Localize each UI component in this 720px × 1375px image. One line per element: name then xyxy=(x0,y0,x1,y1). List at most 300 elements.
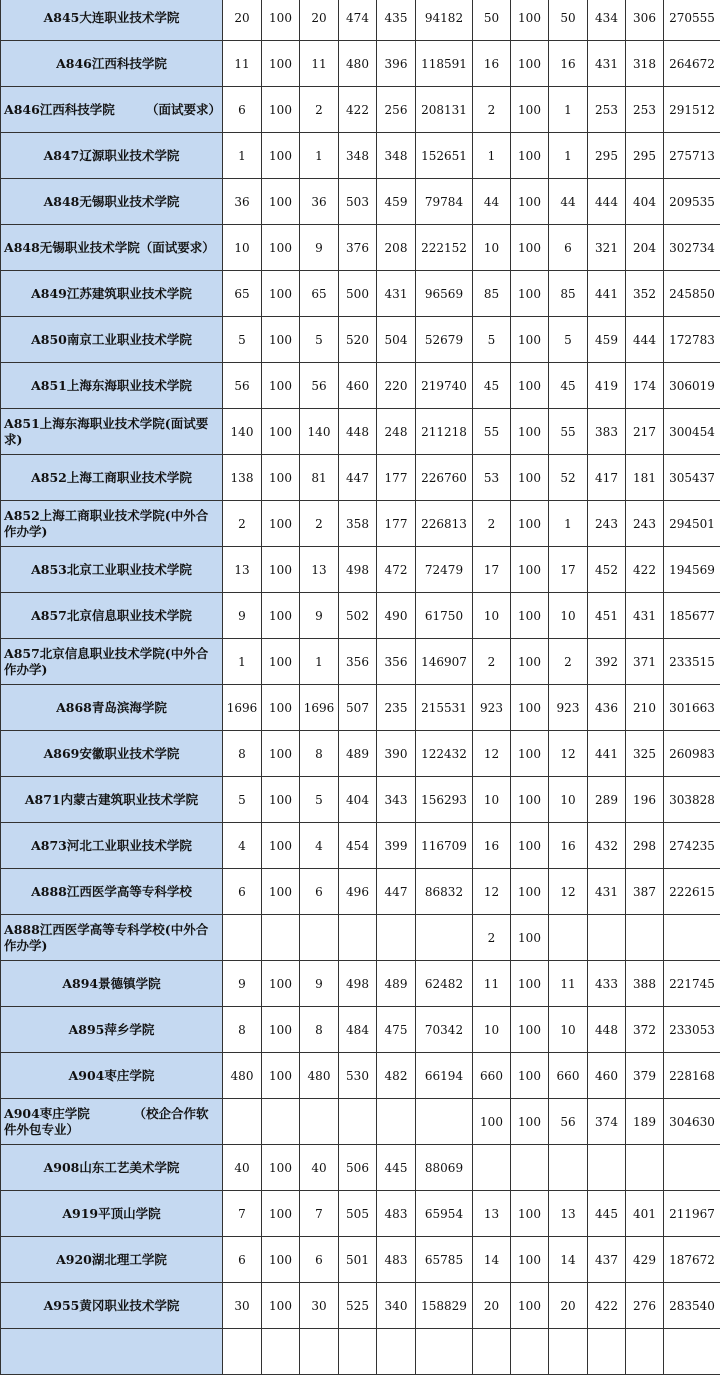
table-row xyxy=(1,823,720,869)
value-cell: 17 xyxy=(549,547,588,593)
value-cell xyxy=(416,1099,473,1145)
value-cell: 498 xyxy=(339,547,377,593)
value-cell: 5 xyxy=(223,777,262,823)
value-cell: 221745 xyxy=(664,961,720,1007)
value-cell: 9 xyxy=(300,593,339,639)
value-cell: 447 xyxy=(339,455,377,501)
value-cell xyxy=(262,1099,300,1145)
value-cell xyxy=(664,915,720,961)
table-row xyxy=(1,0,720,41)
school-name-cell: A848无锡职业技术学院 xyxy=(1,179,223,225)
school-name-cell: A849江苏建筑职业技术学院 xyxy=(1,271,223,317)
value-cell: 45 xyxy=(473,363,511,409)
value-cell: 12 xyxy=(549,869,588,915)
value-cell: 55 xyxy=(473,409,511,455)
school-name-cell: A919平顶山学院 xyxy=(1,1191,223,1237)
value-cell: 217 xyxy=(626,409,664,455)
value-cell: 253 xyxy=(626,87,664,133)
value-cell: 503 xyxy=(339,179,377,225)
value-cell: 100 xyxy=(262,1053,300,1099)
value-cell: 13 xyxy=(473,1191,511,1237)
value-cell: 17 xyxy=(473,547,511,593)
value-cell: 215531 xyxy=(416,685,473,731)
value-cell: 6 xyxy=(223,1237,262,1283)
value-cell: 530 xyxy=(339,1053,377,1099)
value-cell: 146907 xyxy=(416,639,473,685)
school-name-cell: A871内蒙古建筑职业技术学院 xyxy=(1,777,223,823)
value-cell: 432 xyxy=(588,823,626,869)
value-cell: 482 xyxy=(377,1053,416,1099)
value-cell: 94182 xyxy=(416,0,473,41)
value-cell: 9 xyxy=(223,593,262,639)
value-cell: 1 xyxy=(223,133,262,179)
school-name-cell: A846江西科技学院 xyxy=(1,41,223,87)
value-cell: 520 xyxy=(339,317,377,363)
value-cell xyxy=(377,915,416,961)
value-cell: 348 xyxy=(377,133,416,179)
value-cell: 100 xyxy=(511,1283,549,1329)
value-cell: 30 xyxy=(223,1283,262,1329)
value-cell: 100 xyxy=(511,1237,549,1283)
value-cell: 923 xyxy=(549,685,588,731)
school-name-cell: A873河北工业职业技术学院 xyxy=(1,823,223,869)
value-cell: 14 xyxy=(473,1237,511,1283)
value-cell: 305437 xyxy=(664,455,720,501)
value-cell: 100 xyxy=(511,0,549,41)
value-cell: 100 xyxy=(511,363,549,409)
value-cell: 321 xyxy=(588,225,626,271)
value-cell: 490 xyxy=(377,593,416,639)
value-cell: 56 xyxy=(549,1099,588,1145)
table-row xyxy=(1,455,720,501)
value-cell: 356 xyxy=(377,639,416,685)
value-cell: 376 xyxy=(339,225,377,271)
value-cell: 20 xyxy=(300,0,339,41)
value-cell: 100 xyxy=(262,961,300,1007)
value-cell: 45 xyxy=(549,363,588,409)
value-cell: 50 xyxy=(473,0,511,41)
value-cell: 356 xyxy=(339,639,377,685)
value-cell: 5 xyxy=(300,777,339,823)
value-cell: 16 xyxy=(549,823,588,869)
value-cell: 2 xyxy=(549,639,588,685)
value-cell xyxy=(339,1329,377,1375)
value-cell: 13 xyxy=(223,547,262,593)
value-cell: 6 xyxy=(549,225,588,271)
value-cell: 209535 xyxy=(664,179,720,225)
school-name-cell: A846江西科技学院 （面试要求） xyxy=(1,87,223,133)
value-cell xyxy=(664,1145,720,1191)
value-cell: 441 xyxy=(588,731,626,777)
value-cell: 12 xyxy=(549,731,588,777)
school-name-cell: A850南京工业职业技术学院 xyxy=(1,317,223,363)
value-cell: 208 xyxy=(377,225,416,271)
table-row xyxy=(1,547,720,593)
table-row xyxy=(1,915,720,961)
table-row xyxy=(1,133,720,179)
school-name-cell: A847辽源职业技术学院 xyxy=(1,133,223,179)
value-cell: 100 xyxy=(262,1191,300,1237)
value-cell: 270555 xyxy=(664,0,720,41)
value-cell: 441 xyxy=(588,271,626,317)
value-cell xyxy=(626,915,664,961)
value-cell: 431 xyxy=(588,869,626,915)
table-row xyxy=(1,363,720,409)
value-cell: 233515 xyxy=(664,639,720,685)
value-cell: 100 xyxy=(262,593,300,639)
value-cell: 172783 xyxy=(664,317,720,363)
value-cell: 379 xyxy=(626,1053,664,1099)
value-cell: 100 xyxy=(262,41,300,87)
value-cell: 138 xyxy=(223,455,262,501)
table-row xyxy=(1,409,720,455)
value-cell: 289 xyxy=(588,777,626,823)
table-row xyxy=(1,1145,720,1191)
value-cell: 16 xyxy=(549,41,588,87)
value-cell xyxy=(588,915,626,961)
value-cell: 56 xyxy=(223,363,262,409)
table-row xyxy=(1,1329,720,1375)
value-cell: 248 xyxy=(377,409,416,455)
value-cell: 474 xyxy=(339,0,377,41)
value-cell: 30 xyxy=(300,1283,339,1329)
value-cell xyxy=(416,915,473,961)
value-cell: 498 xyxy=(339,961,377,1007)
value-cell: 480 xyxy=(223,1053,262,1099)
value-cell: 40 xyxy=(223,1145,262,1191)
value-cell xyxy=(588,1329,626,1375)
value-cell: 8 xyxy=(223,731,262,777)
value-cell: 923 xyxy=(473,685,511,731)
value-cell: 390 xyxy=(377,731,416,777)
value-cell: 233053 xyxy=(664,1007,720,1053)
value-cell xyxy=(339,1099,377,1145)
value-cell xyxy=(473,1329,511,1375)
value-cell: 100 xyxy=(262,317,300,363)
value-cell: 352 xyxy=(626,271,664,317)
value-cell: 417 xyxy=(588,455,626,501)
value-cell: 100 xyxy=(511,179,549,225)
value-cell: 100 xyxy=(262,363,300,409)
value-cell: 1 xyxy=(549,87,588,133)
school-name-cell: A908山东工艺美术学院 xyxy=(1,1145,223,1191)
value-cell: 100 xyxy=(262,1007,300,1053)
value-cell: 100 xyxy=(262,501,300,547)
value-cell: 447 xyxy=(377,869,416,915)
value-cell: 100 xyxy=(511,1099,549,1145)
value-cell: 444 xyxy=(626,317,664,363)
value-cell: 437 xyxy=(588,1237,626,1283)
table-body xyxy=(1,0,720,1375)
value-cell: 9 xyxy=(223,961,262,1007)
value-cell: 502 xyxy=(339,593,377,639)
value-cell: 404 xyxy=(339,777,377,823)
value-cell: 5 xyxy=(223,317,262,363)
school-name-cell: A904枣庄学院 （校企合作软件外包专业） xyxy=(1,1099,223,1145)
value-cell: 100 xyxy=(511,593,549,639)
value-cell xyxy=(588,1145,626,1191)
value-cell: 100 xyxy=(262,225,300,271)
value-cell xyxy=(549,1145,588,1191)
school-name-cell: A857北京信息职业技术学院 xyxy=(1,593,223,639)
value-cell: 13 xyxy=(300,547,339,593)
value-cell: 501 xyxy=(339,1237,377,1283)
table-row xyxy=(1,685,720,731)
value-cell xyxy=(223,1329,262,1375)
value-cell: 52679 xyxy=(416,317,473,363)
value-cell: 302734 xyxy=(664,225,720,271)
value-cell: 243 xyxy=(588,501,626,547)
value-cell: 72479 xyxy=(416,547,473,593)
value-cell: 454 xyxy=(339,823,377,869)
value-cell: 100 xyxy=(511,133,549,179)
value-cell: 100 xyxy=(262,823,300,869)
value-cell: 100 xyxy=(511,547,549,593)
value-cell: 100 xyxy=(511,777,549,823)
value-cell: 1696 xyxy=(223,685,262,731)
value-cell: 433 xyxy=(588,961,626,1007)
table-row xyxy=(1,1191,720,1237)
value-cell: 306 xyxy=(626,0,664,41)
table-row xyxy=(1,41,720,87)
value-cell: 422 xyxy=(626,547,664,593)
value-cell: 1696 xyxy=(300,685,339,731)
value-cell: 53 xyxy=(473,455,511,501)
value-cell xyxy=(377,1099,416,1145)
value-cell: 88069 xyxy=(416,1145,473,1191)
value-cell: 431 xyxy=(626,593,664,639)
value-cell: 480 xyxy=(300,1053,339,1099)
school-name-cell: A888江西医学高等专科学校 xyxy=(1,869,223,915)
table-row xyxy=(1,777,720,823)
value-cell: 475 xyxy=(377,1007,416,1053)
value-cell: 100 xyxy=(262,777,300,823)
value-cell: 10 xyxy=(549,1007,588,1053)
value-cell: 228168 xyxy=(664,1053,720,1099)
value-cell: 10 xyxy=(473,777,511,823)
value-cell: 7 xyxy=(223,1191,262,1237)
school-name-cell: A845大连职业技术学院 xyxy=(1,0,223,41)
value-cell: 243 xyxy=(626,501,664,547)
value-cell: 274235 xyxy=(664,823,720,869)
value-cell: 7 xyxy=(300,1191,339,1237)
value-cell: 100 xyxy=(262,87,300,133)
value-cell: 96569 xyxy=(416,271,473,317)
value-cell: 185677 xyxy=(664,593,720,639)
value-cell: 348 xyxy=(339,133,377,179)
value-cell: 1 xyxy=(473,133,511,179)
table-row xyxy=(1,1007,720,1053)
value-cell: 65954 xyxy=(416,1191,473,1237)
value-cell xyxy=(300,1329,339,1375)
value-cell: 301663 xyxy=(664,685,720,731)
table-row xyxy=(1,961,720,1007)
value-cell: 6 xyxy=(223,869,262,915)
value-cell: 1 xyxy=(549,501,588,547)
school-name-cell: A869安徽职业技术学院 xyxy=(1,731,223,777)
value-cell: 459 xyxy=(588,317,626,363)
value-cell: 196 xyxy=(626,777,664,823)
value-cell: 61750 xyxy=(416,593,473,639)
value-cell: 4 xyxy=(223,823,262,869)
value-cell: 100 xyxy=(511,915,549,961)
value-cell: 100 xyxy=(262,731,300,777)
value-cell: 11 xyxy=(473,961,511,1007)
value-cell: 460 xyxy=(588,1053,626,1099)
value-cell: 300454 xyxy=(664,409,720,455)
value-cell: 504 xyxy=(377,317,416,363)
school-name-cell: A904枣庄学院 xyxy=(1,1053,223,1099)
value-cell: 210 xyxy=(626,685,664,731)
table-row xyxy=(1,1237,720,1283)
value-cell xyxy=(626,1145,664,1191)
value-cell xyxy=(626,1329,664,1375)
value-cell: 245850 xyxy=(664,271,720,317)
value-cell: 374 xyxy=(588,1099,626,1145)
value-cell: 79784 xyxy=(416,179,473,225)
table-row xyxy=(1,1283,720,1329)
value-cell: 100 xyxy=(262,547,300,593)
value-cell: 100 xyxy=(262,0,300,41)
table-row xyxy=(1,869,720,915)
value-cell: 226813 xyxy=(416,501,473,547)
value-cell: 260983 xyxy=(664,731,720,777)
value-cell: 100 xyxy=(511,87,549,133)
school-name-cell: A852上海工商职业技术学院 xyxy=(1,455,223,501)
value-cell: 211218 xyxy=(416,409,473,455)
value-cell: 55 xyxy=(549,409,588,455)
value-cell: 4 xyxy=(300,823,339,869)
table-row xyxy=(1,501,720,547)
value-cell: 276 xyxy=(626,1283,664,1329)
value-cell: 181 xyxy=(626,455,664,501)
value-cell: 5 xyxy=(473,317,511,363)
value-cell: 445 xyxy=(588,1191,626,1237)
table-row xyxy=(1,179,720,225)
value-cell xyxy=(300,915,339,961)
school-name-cell xyxy=(1,1329,223,1375)
value-cell: 116709 xyxy=(416,823,473,869)
value-cell: 100 xyxy=(262,455,300,501)
value-cell: 452 xyxy=(588,547,626,593)
school-name-cell: A868青岛滨海学院 xyxy=(1,685,223,731)
value-cell: 65 xyxy=(223,271,262,317)
value-cell: 404 xyxy=(626,179,664,225)
value-cell: 419 xyxy=(588,363,626,409)
value-cell: 222615 xyxy=(664,869,720,915)
value-cell: 343 xyxy=(377,777,416,823)
value-cell: 5 xyxy=(300,317,339,363)
value-cell: 431 xyxy=(377,271,416,317)
value-cell: 66194 xyxy=(416,1053,473,1099)
value-cell: 318 xyxy=(626,41,664,87)
value-cell: 2 xyxy=(473,639,511,685)
value-cell: 6 xyxy=(300,869,339,915)
value-cell: 10 xyxy=(223,225,262,271)
value-cell: 177 xyxy=(377,501,416,547)
value-cell: 100 xyxy=(511,1007,549,1053)
value-cell: 10 xyxy=(549,777,588,823)
value-cell: 422 xyxy=(588,1283,626,1329)
value-cell: 275713 xyxy=(664,133,720,179)
value-cell: 392 xyxy=(588,639,626,685)
value-cell: 295 xyxy=(588,133,626,179)
value-cell: 100 xyxy=(262,133,300,179)
value-cell: 100 xyxy=(511,1191,549,1237)
value-cell: 9 xyxy=(300,961,339,1007)
value-cell: 8 xyxy=(300,731,339,777)
value-cell: 100 xyxy=(511,271,549,317)
school-name-cell: A920湖北理工学院 xyxy=(1,1237,223,1283)
value-cell: 10 xyxy=(549,593,588,639)
value-cell xyxy=(511,1329,549,1375)
value-cell: 100 xyxy=(262,271,300,317)
value-cell: 2 xyxy=(300,501,339,547)
value-cell: 303828 xyxy=(664,777,720,823)
value-cell: 2 xyxy=(473,915,511,961)
value-cell: 187672 xyxy=(664,1237,720,1283)
table-row xyxy=(1,1053,720,1099)
value-cell: 431 xyxy=(588,41,626,87)
value-cell: 660 xyxy=(473,1053,511,1099)
value-cell: 44 xyxy=(473,179,511,225)
value-cell: 459 xyxy=(377,179,416,225)
value-cell: 85 xyxy=(549,271,588,317)
value-cell: 20 xyxy=(549,1283,588,1329)
value-cell: 429 xyxy=(626,1237,664,1283)
value-cell: 194569 xyxy=(664,547,720,593)
value-cell: 358 xyxy=(339,501,377,547)
value-cell: 100 xyxy=(511,409,549,455)
value-cell: 100 xyxy=(511,823,549,869)
value-cell: 340 xyxy=(377,1283,416,1329)
value-cell: 525 xyxy=(339,1283,377,1329)
value-cell: 174 xyxy=(626,363,664,409)
value-cell: 100 xyxy=(511,731,549,777)
table-row xyxy=(1,639,720,685)
value-cell: 1 xyxy=(300,133,339,179)
value-cell: 204 xyxy=(626,225,664,271)
value-cell: 298 xyxy=(626,823,664,869)
value-cell: 14 xyxy=(549,1237,588,1283)
value-cell: 436 xyxy=(588,685,626,731)
value-cell: 460 xyxy=(339,363,377,409)
value-cell: 86832 xyxy=(416,869,473,915)
value-cell: 256 xyxy=(377,87,416,133)
value-cell: 306019 xyxy=(664,363,720,409)
value-cell: 16 xyxy=(473,823,511,869)
value-cell: 448 xyxy=(339,409,377,455)
value-cell xyxy=(549,915,588,961)
school-name-cell: A955黄冈职业技术学院 xyxy=(1,1283,223,1329)
value-cell xyxy=(223,1099,262,1145)
value-cell: 20 xyxy=(223,0,262,41)
value-cell: 100 xyxy=(262,179,300,225)
value-cell xyxy=(262,1329,300,1375)
value-cell: 152651 xyxy=(416,133,473,179)
value-cell: 383 xyxy=(588,409,626,455)
value-cell: 505 xyxy=(339,1191,377,1237)
value-cell: 2 xyxy=(473,501,511,547)
value-cell: 81 xyxy=(300,455,339,501)
value-cell: 387 xyxy=(626,869,664,915)
value-cell: 489 xyxy=(377,961,416,1007)
value-cell: 220 xyxy=(377,363,416,409)
value-cell: 1 xyxy=(223,639,262,685)
value-cell: 100 xyxy=(511,961,549,1007)
value-cell: 372 xyxy=(626,1007,664,1053)
value-cell: 507 xyxy=(339,685,377,731)
